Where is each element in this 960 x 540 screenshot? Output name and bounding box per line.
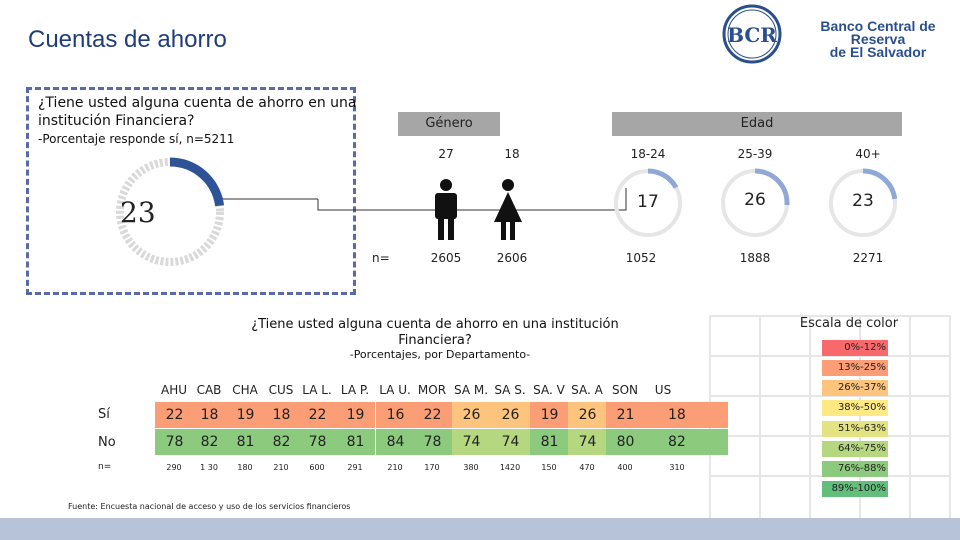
heatmap-n-cell: 210 — [273, 463, 289, 472]
heatmap-cell: 19 — [530, 402, 569, 428]
age-n-1: 1888 — [739, 251, 771, 265]
heatmap-n-cell: 210 — [387, 463, 403, 472]
bank-name-line1: Banco Central de Reserva — [820, 18, 936, 47]
legend-item: 26%-37% — [822, 380, 888, 396]
legend-item: 38%-50% — [822, 400, 888, 416]
heatmap-cell: 82 — [190, 429, 229, 455]
heatmap-cell: 81 — [336, 429, 375, 455]
heatmap-column-header: AHU — [160, 383, 187, 397]
gender-n-female: 2606 — [496, 251, 528, 265]
building-background — [700, 296, 960, 540]
legend-item: 89%-100% — [822, 481, 888, 497]
heatmap-cell: 74 — [491, 429, 530, 455]
age-donut-arc — [648, 171, 676, 188]
heatmap-column-header: SA. V — [533, 383, 565, 397]
heatmap-column-header: LA P. — [340, 383, 370, 397]
age-value-0: 17 — [637, 192, 659, 212]
heatmap-column-header: SON — [611, 383, 639, 397]
heatmap-n-cell: 1 30 — [200, 463, 218, 472]
heatmap-row-label: n= — [98, 462, 112, 472]
heatmap-cell: 18 — [190, 402, 229, 428]
age-n-2: 2271 — [852, 251, 884, 265]
heatmap-cell: 19 — [336, 402, 375, 428]
source-note: Fuente: Encuesta nacional de acceso y uso de los servicios financieros — [68, 502, 351, 511]
n-label: n= — [372, 251, 390, 265]
heatmap-n-cell: 180 — [237, 463, 253, 472]
page-title: Cuentas de ahorro — [28, 26, 227, 53]
svg-text:BCR: BCR — [727, 23, 777, 47]
age-n-0: 1052 — [625, 251, 657, 265]
edad-header: Edad — [612, 112, 902, 136]
heatmap-n-cell: 470 — [579, 463, 595, 472]
heatmap-column-header: CUS — [268, 383, 294, 397]
age-value-2: 23 — [852, 191, 874, 211]
heatmap-title: ¿Tiene usted alguna cuenta de ahorro en una institución Financiera? — [251, 317, 619, 348]
heatmap-cell: 26 — [491, 402, 530, 428]
heatmap-cell: 26 — [568, 402, 607, 428]
gender-label-female: 18 — [504, 147, 520, 161]
heatmap-cell: 26 — [452, 402, 491, 428]
age-value-1: 26 — [744, 190, 766, 210]
heatmap-cell: 22 — [413, 402, 452, 428]
bank-name — [796, 20, 960, 59]
heatmap-cell: 82 — [262, 429, 301, 455]
heatmap-n-cell: 291 — [347, 463, 363, 472]
heatmap-cell: 18 — [262, 402, 301, 428]
heatmap-cell: 19 — [226, 402, 265, 428]
heatmap-n-cell: 150 — [541, 463, 557, 472]
heatmap-cell: 78 — [413, 429, 452, 455]
man-icon — [430, 178, 462, 240]
heatmap-column-header: US — [654, 383, 672, 397]
heatmap-cell: 74 — [568, 429, 607, 455]
legend-item: 51%-63% — [822, 421, 888, 437]
heatmap-n-cell: 400 — [617, 463, 633, 472]
heatmap-n-cell: 1420 — [499, 463, 521, 472]
legend-title: Escala de color — [799, 316, 899, 331]
heatmap-column-header: SA. A — [571, 383, 603, 397]
heatmap-n-cell: 600 — [309, 463, 325, 472]
heatmap-cell: 22 — [298, 402, 337, 428]
heatmap-cell: 78 — [298, 429, 337, 455]
heatmap-cell: 18 — [644, 402, 728, 428]
heatmap-row-label: No — [98, 435, 116, 450]
woman-icon — [490, 178, 526, 240]
genero-header: Género — [398, 112, 500, 136]
age-label-2: 40+ — [855, 147, 881, 161]
age-label-1: 25-39 — [737, 147, 773, 161]
legend-item: 76%-88% — [822, 461, 888, 477]
heatmap-row-label: Sí — [98, 407, 110, 422]
heatmap-cell: 16 — [376, 402, 415, 428]
gender-n-male: 2605 — [430, 251, 462, 265]
heatmap-cell: 84 — [376, 429, 415, 455]
question-sub: -Porcentaje responde sí, n=5211 — [38, 132, 235, 146]
heatmap-column-header: SA M. — [453, 383, 489, 397]
heatmap-column-header: LA U. — [379, 383, 411, 397]
bank-name-line2: de El Salvador — [829, 44, 927, 60]
heatmap-cell: 74 — [452, 429, 491, 455]
heatmap-cell: 22 — [155, 402, 194, 428]
heatmap-cell: 78 — [155, 429, 194, 455]
age-label-0: 18-24 — [630, 147, 666, 161]
heatmap-cell: 21 — [606, 402, 645, 428]
heatmap-n-cell: 310 — [669, 463, 685, 472]
heatmap-n-cell: 170 — [424, 463, 440, 472]
legend-item: 0%-12% — [822, 340, 888, 356]
main-donut-value: 23 — [120, 196, 156, 229]
legend-item: 13%-25% — [822, 360, 888, 376]
heatmap-n-cell: 380 — [463, 463, 479, 472]
footer-bar — [0, 518, 960, 540]
legend-item: 64%-75% — [822, 441, 888, 457]
heatmap-cell: 81 — [226, 429, 265, 455]
heatmap-cell: 82 — [644, 429, 728, 455]
gender-label-male: 27 — [438, 147, 454, 161]
heatmap-column-header: SA S. — [494, 383, 526, 397]
heatmap-n-cell: 290 — [166, 463, 182, 472]
heatmap-column-header: MOR — [417, 383, 447, 397]
heatmap-cell: 81 — [530, 429, 569, 455]
question-main: ¿Tiene usted alguna cuenta de ahorro en una institución Financiera? — [38, 95, 357, 129]
connector-line — [214, 186, 634, 216]
heatmap-cell: 80 — [606, 429, 645, 455]
heatmap-column-header: LA L. — [302, 383, 332, 397]
heatmap-column-header: CHA — [232, 383, 258, 397]
bcr-logo — [722, 4, 782, 64]
heatmap-column-header: CAB — [196, 383, 222, 397]
heatmap-subtitle: -Porcentajes, por Departamento- — [349, 348, 531, 361]
